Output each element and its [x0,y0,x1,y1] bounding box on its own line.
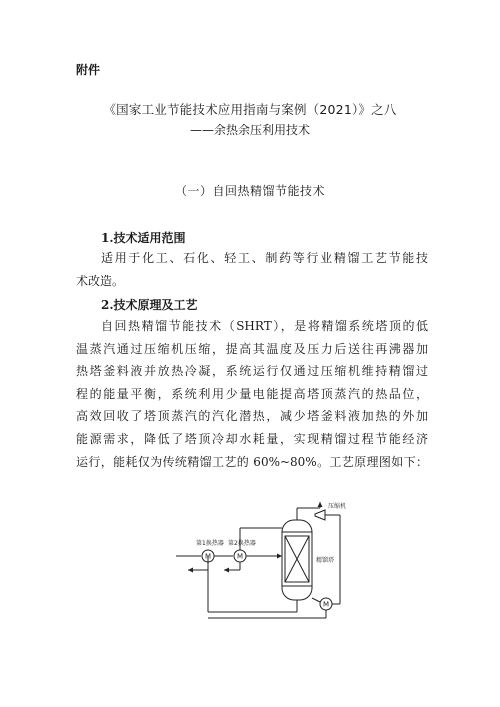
hx2-m-label: M [236,552,244,561]
process-diagram [168,494,368,626]
scope-line: 术改造。 [76,273,125,288]
document-title: 《国家工业节能技术应用指南与案例（2021）》之八 [103,102,397,117]
compressor-symbol [315,510,325,520]
principle-line: 运行，能耗仅为传统精馏工艺的 60%~80%。工艺原理图如下： [76,454,428,469]
scope-line: 适用于化工、石化、轻工、制药等行业精馏工艺节能技 [101,251,428,265]
hx1-label: 第1换热器 [196,540,224,547]
principle-line: 高效回收了塔顶蒸汽的汽化潜热，减少塔釜料液加热的外加 [76,409,428,424]
principle-line: 自回热精馏节能技术（SHRT），是将精馏系统塔顶的低 [101,319,428,333]
principle-paragraph [76,315,428,473]
principle-heading: 2.技术原理及工艺 [101,298,198,312]
column-label: 精馏塔 [316,557,335,564]
principle-line: 温蒸汽通过压缩机压缩，提高其温度及压力后送往再沸器加 [76,341,428,356]
scope-heading: 1.技术适用范围 [101,231,186,245]
hx1-m-label: M [204,552,212,561]
principle-line: 程的能量平衡，系统利用少量电能提高塔顶蒸汽的热品位， [76,386,428,401]
document-subtitle: ——余热余压利用技术 [189,123,310,137]
principle-line: 能源需求，降低了塔顶冷却水耗量，实现精馏过程节能经济 [76,431,428,446]
process-diagram-svg [168,494,368,622]
hx2-label: 第2换热器 [228,540,256,547]
reboiler-m-label: M [322,600,330,609]
attachment-label: 附件 [76,63,101,77]
compressor-label: 压缩机 [328,503,347,510]
principle-line: 热塔釜料液并放热冷凝，系统运行仅通过压缩机维持精馏过 [76,364,428,379]
scope-paragraph [76,247,428,292]
section-heading: （一）自回热精馏节能技术 [174,184,325,198]
